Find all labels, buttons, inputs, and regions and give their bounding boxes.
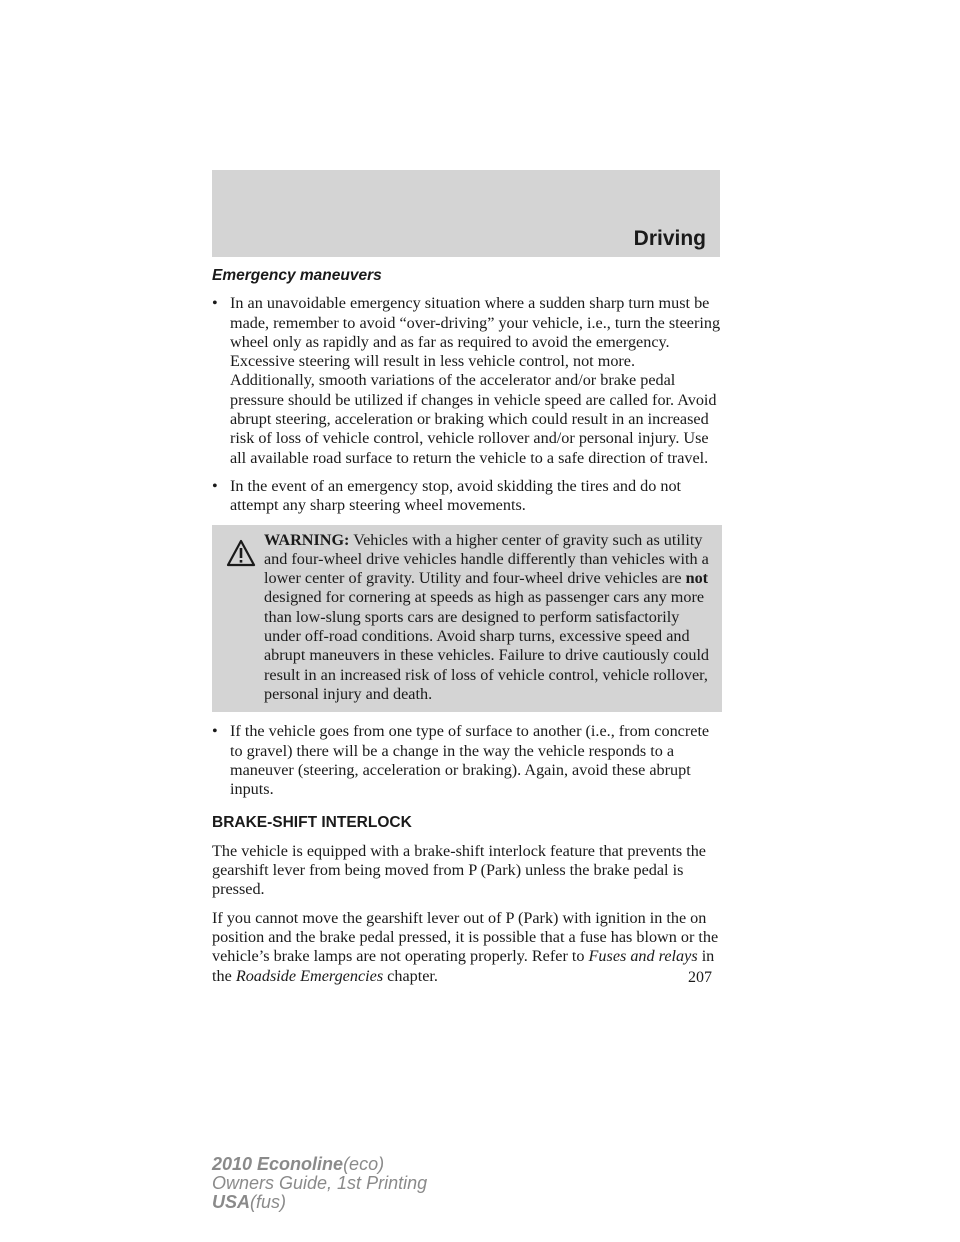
footer-model: 2010 Econoline xyxy=(212,1154,344,1174)
bullet-dot: • xyxy=(212,476,218,495)
warning-box xyxy=(212,525,722,713)
interlock-paragraph-1: The vehicle is equipped with a brake-shift interlock feature that prevents the gearshift lever from being moved from P (Park) unless the brake pedal is pressed. xyxy=(212,841,706,899)
footer-model-code: (eco) xyxy=(343,1154,385,1174)
brake-shift-interlock-heading: BRAKE-SHIFT INTERLOCK xyxy=(212,814,412,832)
footer-market: USA xyxy=(212,1192,251,1212)
footer-line-1 xyxy=(212,1155,427,1174)
warning-text xyxy=(220,531,714,705)
warning-text-part2: designed for cornering at speeds as high as passenger cars any more than low-slung sports cars are designed to perform satisfactorily under off-road conditions. Avoid sharp turns, excessive speed and abrupt maneuvers in these vehicles. Failure to drive cautiously could result in an increased risk of loss of vehicle control, vehicle rollover, personal injury and death. xyxy=(264,588,710,703)
warning-label: WARNING: xyxy=(264,530,350,549)
para2-text-2: in the xyxy=(212,947,715,985)
chapter-header-bar xyxy=(212,170,720,257)
para2-text-1: If you cannot move the gearshift lever out of P (Park) with ignition in the on position and the brake pedal pressed, it is possible that a fuse has blown or the vehicle’s brake lamps are not operating properly. Refer to xyxy=(212,908,719,966)
emergency-maneuvers-heading: Emergency maneuvers xyxy=(212,267,382,284)
interlock-paragraph-2 xyxy=(212,909,722,986)
footer-line-3 xyxy=(212,1193,427,1212)
bullet-text: If the vehicle goes from one type of surface to another (i.e., from concrete to gravel) there will be a change in the way the vehicle responds to a maneuver (steering, acceleration or braking). Again, avoid these abrupt inputs. xyxy=(230,722,710,799)
list-item xyxy=(212,722,722,799)
footer-line-2: Owners Guide, 1st Printing xyxy=(212,1173,428,1193)
roadside-emergencies-reference: Roadside Emergencies xyxy=(235,966,384,985)
bullet-text: In the event of an emergency stop, avoid skidding the tires and do not attempt any sharp steering wheel movements. xyxy=(230,476,682,515)
bullet-text: In an unavoidable emergency situation where a sudden sharp turn must be made, remember to avoid “over-driving” your vehicle, i.e., turn the steering wheel only as rapidly and as far as required to avoid the emergency. Excessive steering will result in less vehicle control, not more. Additionally, smooth variations of the accelerator and/or brake pedal pressure should be utilized if changes in vehicle speed are called for. Avoid abrupt steering, acceleration or braking which could result in an increased risk of loss of vehicle control, vehicle rollover and/or personal injury. Use all available road surface to return the vehicle to a safe direction of travel. xyxy=(230,294,721,467)
footer-market-code: (fus) xyxy=(250,1192,287,1212)
warning-triangle-icon xyxy=(226,539,256,567)
list-item xyxy=(212,294,722,468)
warning-emphasis: not xyxy=(685,569,709,588)
page-number: 207 xyxy=(688,969,712,986)
para2-text-3: chapter. xyxy=(383,966,438,985)
page-content xyxy=(212,266,722,995)
warning-text-part1: Vehicles with a higher center of gravity such as utility and four-wheel drive vehicles handle differently than vehicles with a lower center of gravity. Utility and four-wheel drive vehicles are xyxy=(264,530,709,588)
bullet-dot: • xyxy=(212,722,218,741)
chapter-title: Driving xyxy=(633,227,706,250)
list-item xyxy=(212,477,722,516)
fuses-relays-reference: Fuses and relays xyxy=(588,947,698,966)
footer-imprint xyxy=(212,1155,427,1212)
bullet-dot: • xyxy=(212,294,218,313)
